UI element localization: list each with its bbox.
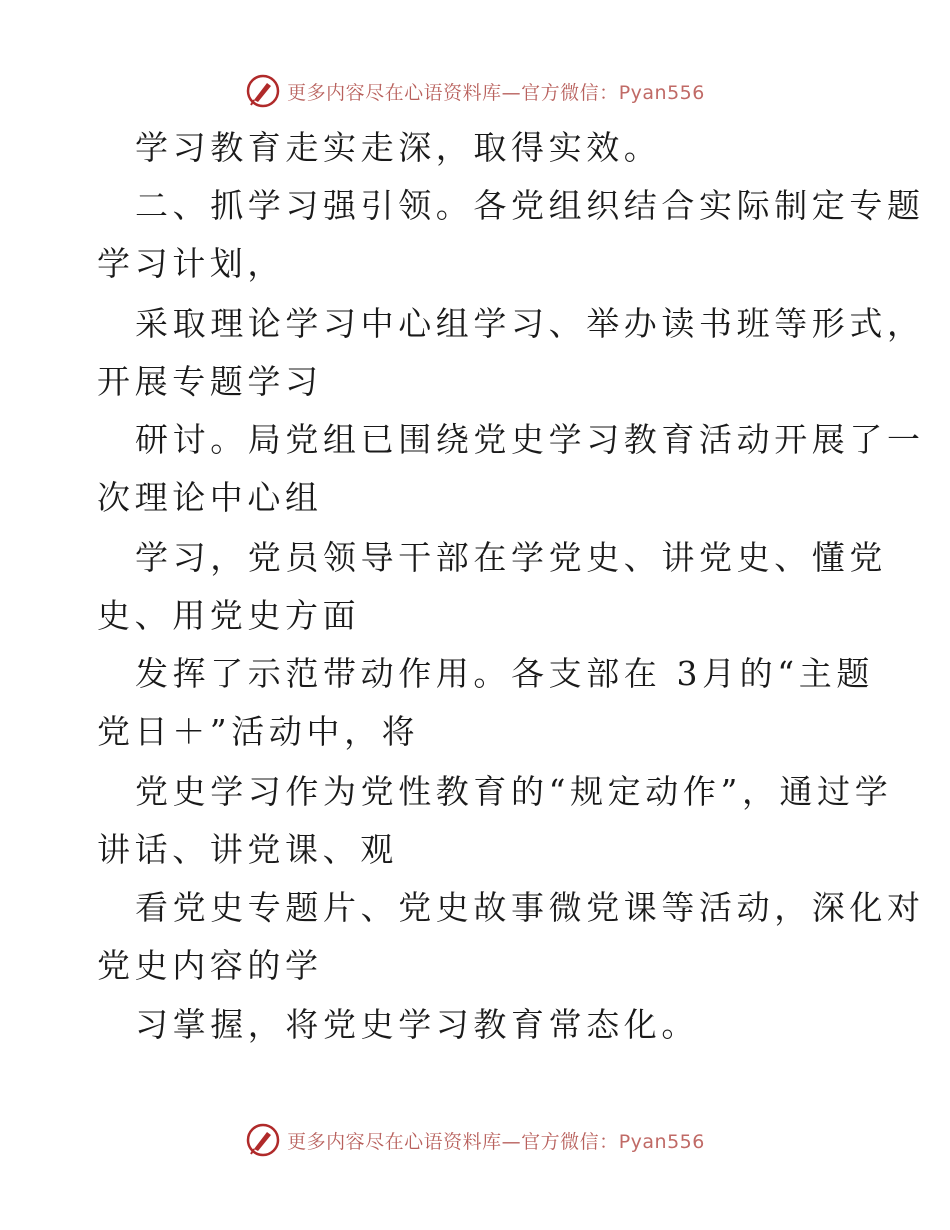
watermark-id: Pyan556	[618, 1130, 705, 1153]
paragraph-line: 开展专题学习	[97, 362, 323, 401]
watermark-separator: —	[501, 81, 522, 104]
paragraph-line: 次理论中心组	[97, 478, 323, 517]
watermark-text	[287, 1127, 705, 1154]
paragraph-line: 习掌握，将党史学习教育常态化。	[135, 1005, 699, 1044]
watermark-main: 更多内容尽在心语资料库	[287, 81, 502, 104]
paragraph-line: 看党史专题片、党史故事微党课等活动，深化对	[135, 888, 925, 927]
paragraph-line: 党史学习作为党性教育的“规定动作”，通过学	[135, 772, 893, 811]
paragraph-line: 学习计划，	[97, 244, 285, 283]
watermark-main: 更多内容尽在心语资料库	[287, 1130, 502, 1153]
paragraph-line: 采取理论学习中心组学习、举办读书班等形式，	[135, 304, 925, 343]
quill-logo-icon	[245, 1122, 281, 1158]
watermark-separator: —	[501, 1130, 522, 1153]
footer-watermark	[0, 1120, 950, 1160]
paragraph-line: 发挥了示范带动作用。各支部在 3月的“主题	[135, 654, 874, 693]
paragraph-line: 二、抓学习强引领。各党组织结合实际制定专题	[135, 186, 925, 225]
paragraph-line: 学习教育走实走深，取得实效。	[135, 128, 662, 167]
paragraph-line: 研讨。局党组已围绕党史学习教育活动开展了一	[135, 420, 925, 459]
watermark-label: 官方微信：	[521, 1130, 619, 1153]
watermark-label: 官方微信：	[521, 81, 619, 104]
paragraph-line: 史、用党史方面	[97, 596, 361, 635]
paragraph-line: 党史内容的学	[97, 946, 323, 985]
watermark-id: Pyan556	[618, 81, 705, 104]
paragraph-line: 学习，党员领导干部在学党史、讲党史、懂党	[135, 538, 887, 577]
paragraph-line: 讲话、讲党课、观	[97, 830, 398, 869]
paragraph-line: 党日＋”活动中，将	[97, 712, 420, 751]
